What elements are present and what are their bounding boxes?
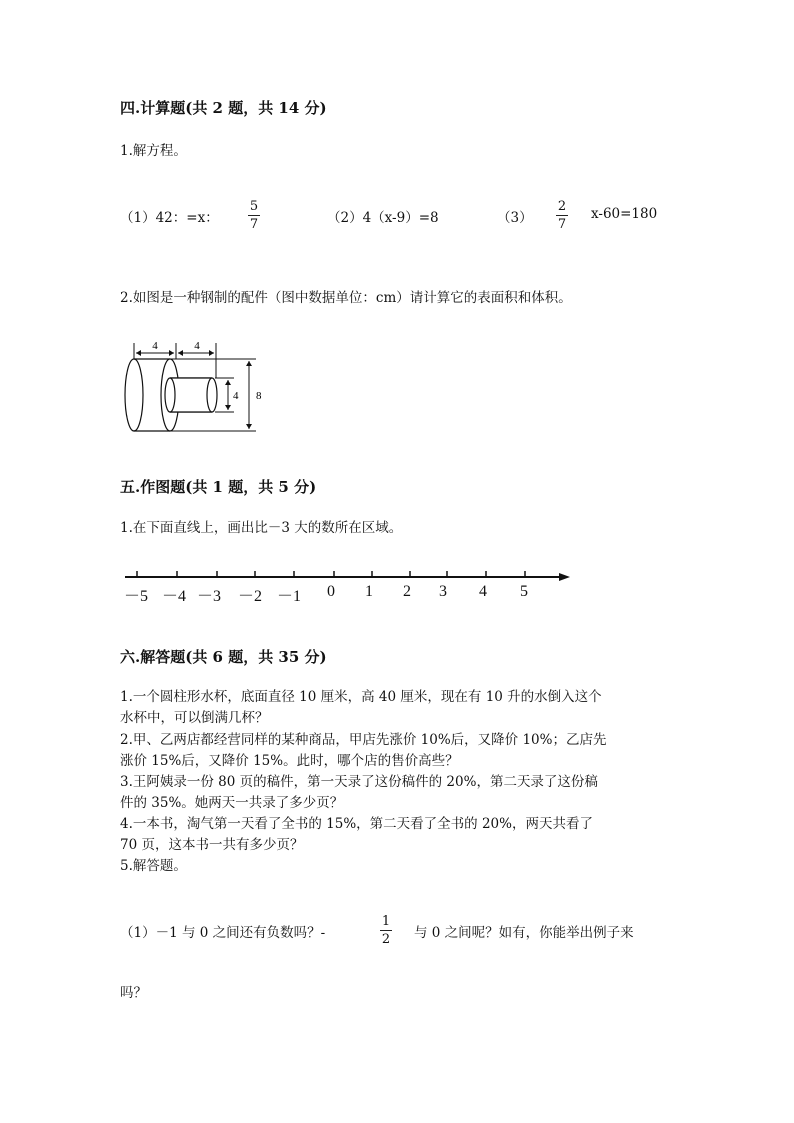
fraction-numerator: 1 [381, 914, 391, 929]
fraction-denominator: 2 [381, 932, 391, 947]
question-6-1-line-2: 水杯中，可以倒满几杯？ [120, 710, 269, 726]
number-line-label: －1 [276, 588, 302, 605]
question-6-3-line-2: 件的 35%。她两天一共录了多少页？ [120, 795, 344, 811]
dim-inner: 4 [233, 390, 239, 402]
question-6-2-line-2: 涨价 15%后，又降价 15%。此时，哪个店的售价高些？ [120, 753, 459, 769]
number-line-label: 2 [403, 583, 411, 600]
steel-part-diagram [118, 335, 278, 440]
fraction-5-7 [248, 199, 260, 232]
number-line-label: 3 [439, 583, 447, 600]
dim-top-right: 4 [194, 340, 200, 352]
dim-top-left: 4 [152, 340, 158, 352]
fraction-numerator: 5 [249, 199, 259, 214]
number-line-label: 5 [520, 583, 528, 600]
number-line-label: －2 [237, 588, 263, 605]
question-6-1-line-1: 1.一个圆柱形水杯，底面直径 10 厘米，高 40 厘米，现在有 10 升的水倒入这个 [120, 689, 602, 705]
number-line-label: －3 [196, 588, 222, 605]
number-line-label: 4 [479, 583, 487, 600]
section-5-title: 五.作图题(共 1 题，共 5 分) [120, 478, 317, 496]
number-line [120, 565, 580, 587]
question-6-3-line-1: 3.王阿姨录一份 80 页的稿件，第一天录了这份稿件的 20%，第二天录了这份稿 [120, 774, 598, 790]
number-line-label: －4 [161, 588, 187, 605]
question-6-5-1-prefix: （1）－1 与 0 之间还有负数吗？- [120, 925, 326, 941]
dim-outer: 8 [256, 390, 262, 402]
equation-2: （2）4（x-9）=8 [327, 210, 439, 226]
question-5-1: 1.在下面直线上，画出比－3 大的数所在区域。 [120, 520, 403, 536]
number-line-label: 0 [327, 583, 335, 600]
fraction-numerator: 2 [557, 199, 567, 214]
question-6-4-line-2: 70 页，这本书一共有多少页？ [120, 837, 304, 853]
equation-3-prefix: （3） [497, 210, 533, 226]
question-4-1-label: 1.解方程。 [120, 143, 187, 159]
section-6-title: 六.解答题(共 6 题，共 35 分) [120, 648, 327, 666]
section-4-title: 四.计算题(共 2 题，共 14 分) [120, 99, 327, 117]
equation-3-suffix: x-60=180 [591, 206, 658, 222]
question-4-2-label: 2.如图是一种钢制的配件（图中数据单位：cm）请计算它的表面积和体积。 [120, 290, 572, 306]
fraction-denominator: 7 [249, 217, 259, 232]
fraction-1-2 [380, 914, 392, 947]
question-6-2-line-1: 2.甲、乙两店都经营同样的某种商品，甲店先涨价 10%后，又降价 10%；乙店先 [120, 732, 607, 748]
question-6-5-label: 5.解答题。 [120, 858, 187, 874]
number-line-label: －5 [123, 588, 149, 605]
question-6-5-1-end: 吗？ [120, 985, 147, 1001]
equation-1-prefix: （1）42：=x： [120, 210, 219, 226]
fraction-denominator: 7 [557, 217, 567, 232]
number-line-label: 1 [365, 583, 373, 600]
fraction-2-7 [556, 199, 568, 232]
question-6-4-line-1: 4.一本书，淘气第一天看了全书的 15%，第二天看了全书的 20%，两天共看了 [120, 816, 593, 832]
question-6-5-1-suffix: 与 0 之间呢？如有，你能举出例子来 [414, 925, 634, 941]
